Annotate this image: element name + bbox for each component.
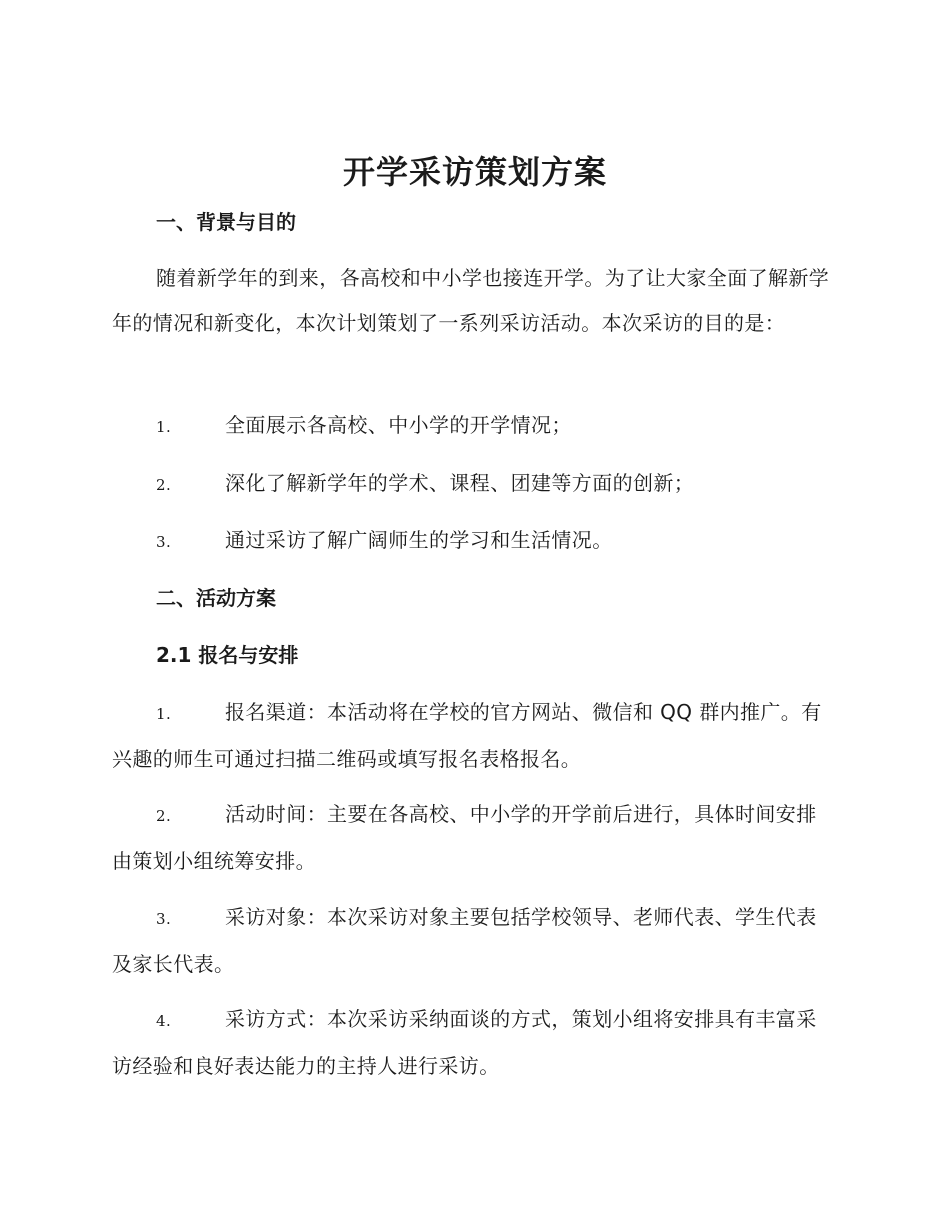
intro-paragraph: 随着新学年的到来，各高校和中小学也接连开学。为了让大家全面了解新学年的情况和新变化，本次计划策划了一系列采访活动。本次采访的目的是：: [112, 266, 830, 335]
plan-item-text: 活动时间：主要在各高校、中小学的开学前后进行，具体时间安排由策划小组统筹安排。: [112, 802, 817, 873]
goal-text: 全面展示各高校、中小学的开学情况；: [225, 413, 572, 437]
plan-item: [112, 997, 836, 1089]
plan-item-text: 报名渠道：本活动将在学校的官方网站、微信和 QQ 群内推广。有兴趣的师生可通过扫描二维码或填写报名表格报名。: [112, 700, 822, 771]
plan-item-text: 采访对象：本次采访对象主要包括学校领导、老师代表、学生代表及家长代表。: [112, 905, 817, 976]
page-title: 开学采访策划方案: [342, 153, 607, 191]
goal-number: 3.: [156, 533, 172, 551]
subsection-heading-registration: 2.1 报名与安排: [156, 643, 299, 667]
plan-item: [112, 690, 836, 782]
plan-item-number: 3.: [156, 910, 172, 928]
plan-item: [112, 792, 836, 884]
goal-number: 1.: [156, 418, 172, 436]
goal-text: 通过采访了解广阔师生的学习和生活情况。: [225, 528, 613, 552]
plan-item-text: 采访方式：本次采访采纳面谈的方式，策划小组将安排具有丰富采访经验和良好表达能力的主持人进行采访。: [112, 1007, 817, 1078]
plan-item: [112, 895, 836, 987]
plan-item-number: 1.: [156, 705, 172, 723]
goal-item: [112, 403, 836, 450]
goal-number: 2.: [156, 476, 172, 494]
plan-item-number: 2.: [156, 807, 172, 825]
plan-item-number: 4.: [156, 1012, 172, 1030]
section-heading-background: 一、背景与目的: [156, 210, 296, 234]
goal-text: 深化了解新学年的学术、课程、团建等方面的创新；: [225, 471, 695, 495]
goal-item: [112, 461, 836, 508]
goal-item: [112, 518, 836, 565]
section-heading-plan: 二、活动方案: [156, 586, 276, 610]
